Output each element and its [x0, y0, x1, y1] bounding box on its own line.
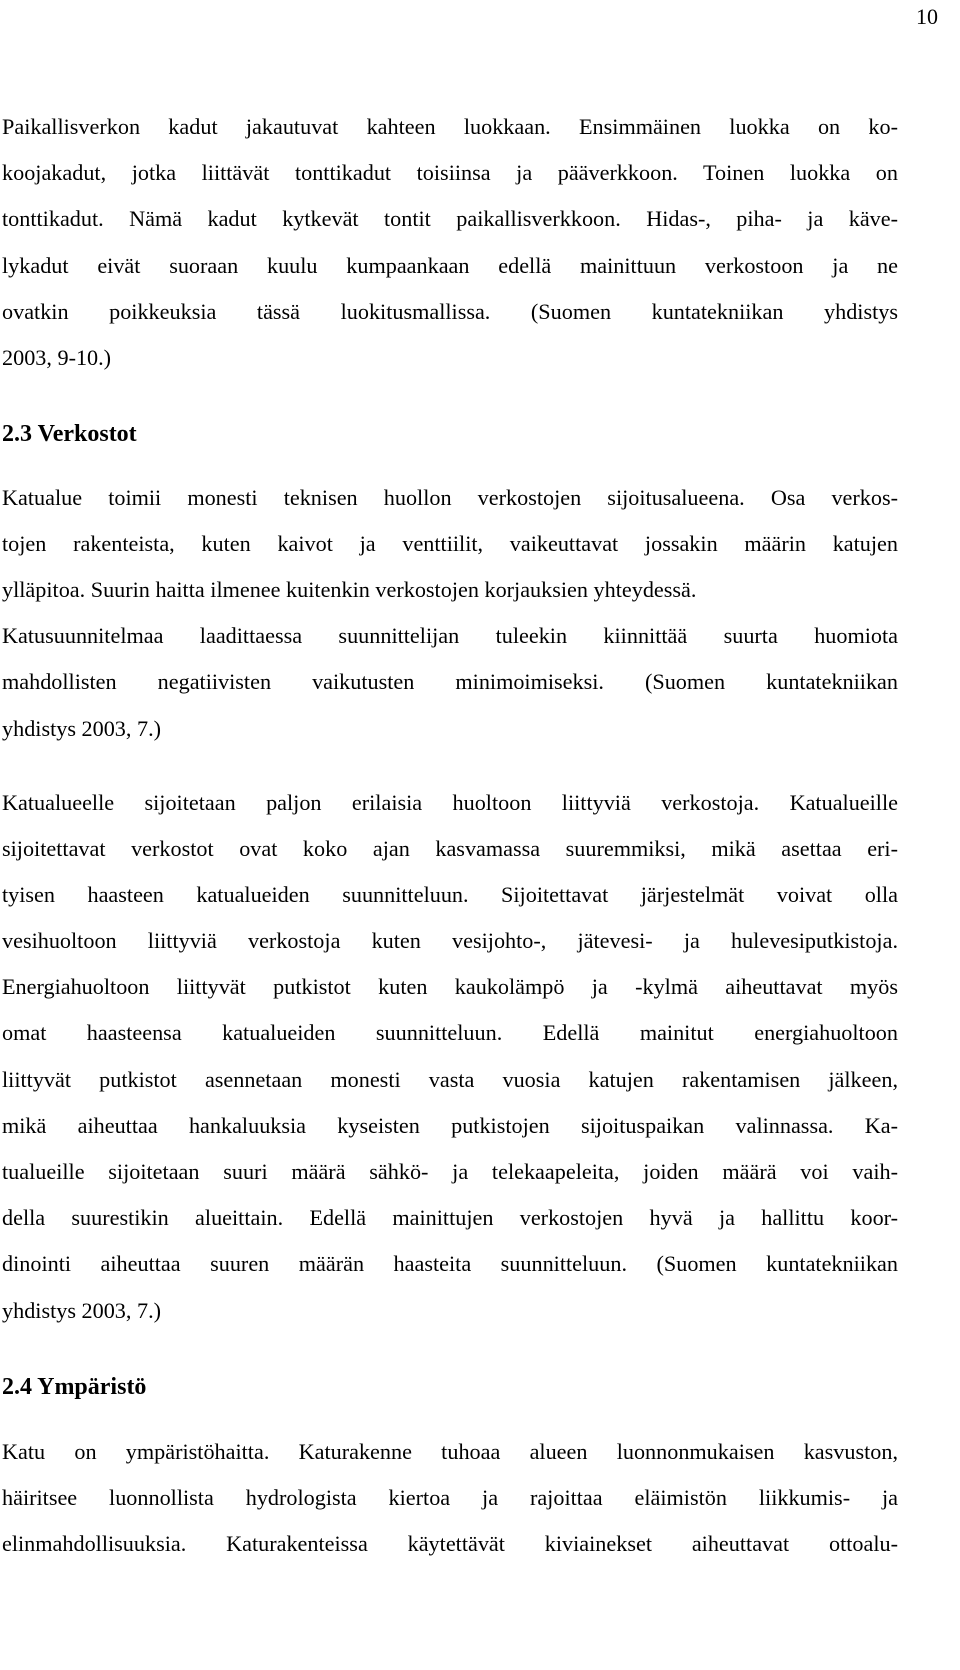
- text-line: 2003, 9-10.): [2, 345, 112, 370]
- text-line: lykadut eivät suoraan kuulu kumpaankaan edellä mainittuun verkostoon ja ne: [2, 253, 898, 278]
- text-line: ovatkin poikkeuksia tässä luokitusmallissa. (Suomen kuntatekniikan yhdistys: [2, 299, 898, 324]
- section-heading-verkostot: 2.3 Verkostot: [2, 421, 137, 447]
- page-number: 10: [916, 4, 938, 29]
- text-line: tojen rakenteista, kuten kaivot ja venttiilit, vaikeuttavat jossakin määrin katujen: [2, 531, 898, 556]
- text-line: elinmahdollisuuksia. Katurakenteissa käytettävät kiviainekset aiheuttavat ottoalu-: [2, 1531, 898, 1556]
- text-line: dinointi aiheuttaa suuren määrän haasteita suunnitteluun. (Suomen kuntatekniikan: [2, 1251, 898, 1276]
- text-line: sijoitettavat verkostot ovat koko ajan kasvamassa suuremmiksi, mikä asettaa eri-: [2, 836, 898, 861]
- text-line: Katualueelle sijoitetaan paljon erilaisia huoltoon liittyviä verkostoja. Katualueille: [2, 790, 898, 815]
- text-line: Katualue toimii monesti teknisen huollon verkostojen sijoitusalueena. Osa verkos-: [2, 485, 898, 510]
- text-line: koojakadut, jotka liittävät tonttikadut toisiinsa ja pääverkkoon. Toinen luokka on: [2, 160, 898, 185]
- section-heading-ymparisto: 2.4 Ympäristö: [2, 1374, 147, 1400]
- text-line: häiritsee luonnollista hydrologista kiertoa ja rajoittaa eläimistön liikkumis- ja: [2, 1485, 898, 1510]
- text-line: Energiahuoltoon liittyvät putkistot kuten kaukolämpö ja -kylmä aiheuttavat myös: [2, 974, 898, 999]
- text-line: liittyvät putkistot asennetaan monesti vasta vuosia katujen rakentamisen jälkeen,: [2, 1067, 898, 1092]
- text-line: omat haasteensa katualueiden suunnitteluun. Edellä mainitut energiahuoltoon: [2, 1020, 898, 1045]
- text-line: Katu on ympäristöhaitta. Katurakenne tuhoaa alueen luonnonmukaisen kasvuston,: [2, 1439, 898, 1464]
- text-line: tonttikadut. Nämä kadut kytkevät tontit paikallisverkkoon. Hidas-, piha- ja käve-: [2, 206, 898, 231]
- text-line: tualueille sijoitetaan suuri määrä sähkö- ja telekaapeleita, joiden määrä voi vaih-: [2, 1159, 898, 1184]
- text-line: della suurestikin alueittain. Edellä mainittujen verkostojen hyvä ja hallittu koor-: [2, 1205, 898, 1230]
- text-line: yhdistys 2003, 7.): [2, 716, 162, 741]
- text-line: Katusuunnitelmaa laadittaessa suunnittelijan tuleekin kiinnittää suurta huomiota: [2, 623, 898, 648]
- text-line: yhdistys 2003, 7.): [2, 1298, 162, 1323]
- text-line: ylläpitoa. Suurin haitta ilmenee kuitenkin verkostojen korjauksien yhteydessä.: [2, 577, 697, 602]
- text-line: tyisen haasteen katualueiden suunnitteluun. Sijoitettavat järjestelmät voivat olla: [2, 882, 898, 907]
- text-line: vesihuoltoon liittyviä verkostoja kuten vesijohto-, jätevesi- ja hulevesiputkistoja.: [2, 928, 898, 953]
- text-line: Paikallisverkon kadut jakautuvat kahteen luokkaan. Ensimmäinen luokka on ko-: [2, 114, 898, 139]
- text-line: mahdollisten negatiivisten vaikutusten minimoimiseksi. (Suomen kuntatekniikan: [2, 669, 898, 694]
- text-line: mikä aiheuttaa hankaluuksia kyseisten putkistojen sijoituspaikan valinnassa. Ka-: [2, 1113, 898, 1138]
